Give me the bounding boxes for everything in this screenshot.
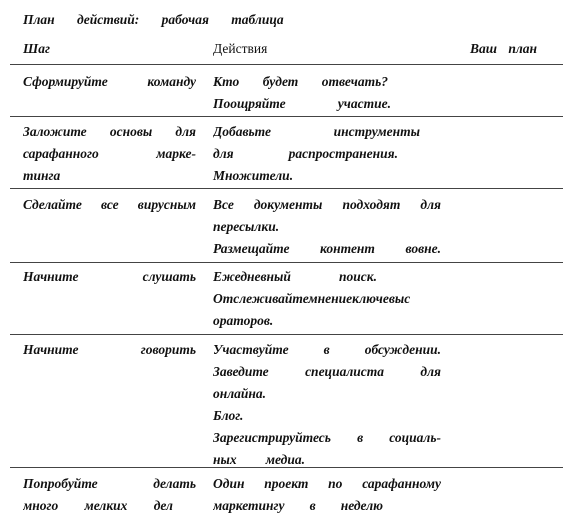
row-5-step	[23, 339, 196, 361]
row-4-step-line-1: Начните слушать	[23, 269, 196, 284]
row-2-step-line-3: тинга	[23, 168, 61, 183]
row-6-action-line-2: маркетингу в неделю	[213, 498, 383, 513]
worksheet-title: План действий: рабочая таблица	[23, 12, 284, 27]
row-6-action	[213, 473, 441, 517]
row-1-action-line-2: Поощряйте участие.	[213, 96, 391, 111]
row-divider-1	[10, 116, 563, 117]
row-6-step-line-1: Попробуйте делать	[23, 476, 196, 491]
row-2-action	[213, 121, 441, 187]
row-5-action-line-4: Блог.	[213, 408, 244, 423]
row-1-step	[23, 71, 196, 93]
row-5-action-line-6: ных медиа.	[213, 452, 305, 467]
row-4-action	[213, 266, 441, 332]
row-3-action-line-1: Все документы подходят для	[213, 197, 441, 212]
row-5-action-line-1: Участвуйте в обсуждении.	[213, 342, 441, 357]
row-3-step-line-1: Сделайте все вирусным	[23, 197, 196, 212]
row-2-action-line-3: Множители.	[213, 168, 294, 183]
row-3-action	[213, 194, 441, 260]
row-divider-3	[10, 262, 563, 263]
row-6-step	[23, 473, 196, 517]
row-2-step	[23, 121, 196, 187]
header-step: Шаг	[23, 41, 50, 56]
header-plan: Ваш план	[470, 41, 538, 56]
row-5-action-line-3: онлайна.	[213, 386, 267, 401]
row-6-step-line-2: много мелких дел	[23, 498, 173, 513]
header-action: Действия	[213, 41, 268, 56]
row-1-action-line-1: Кто будет отвечать?	[213, 74, 388, 89]
row-2-action-line-1: Добавьте инструменты	[213, 124, 420, 139]
row-3-step	[23, 194, 196, 216]
row-divider-4	[10, 334, 563, 335]
row-6-action-line-1: Один проект по сарафанному	[213, 476, 441, 491]
row-5-action-line-5: Зарегистрируйтесь в социаль-	[213, 430, 441, 445]
row-4-action-line-2: Отслеживайтемнениеключевыс	[213, 291, 411, 306]
row-2-action-line-2: для распространения.	[213, 146, 398, 161]
row-3-action-line-2: пересылки.	[213, 219, 280, 234]
row-4-action-line-3: ораторов.	[213, 313, 274, 328]
row-divider-5	[10, 467, 563, 468]
row-4-step	[23, 266, 196, 288]
row-divider-2	[10, 188, 563, 189]
row-1-action	[213, 71, 441, 115]
row-5-step-line-1: Начните говорить	[23, 342, 196, 357]
row-5-action	[213, 339, 441, 471]
row-3-action-line-3: Размещайте контент вовне.	[213, 241, 441, 256]
row-2-step-line-1: Заложите основы для	[23, 124, 196, 139]
row-4-action-line-1: Ежедневный поиск.	[213, 269, 377, 284]
row-5-action-line-2: Заведите специалиста для	[213, 364, 441, 379]
row-2-step-line-2: сарафанного марке-	[23, 146, 196, 161]
header-divider	[10, 64, 563, 65]
row-1-step-line-1: Сформируйте команду	[23, 74, 196, 89]
